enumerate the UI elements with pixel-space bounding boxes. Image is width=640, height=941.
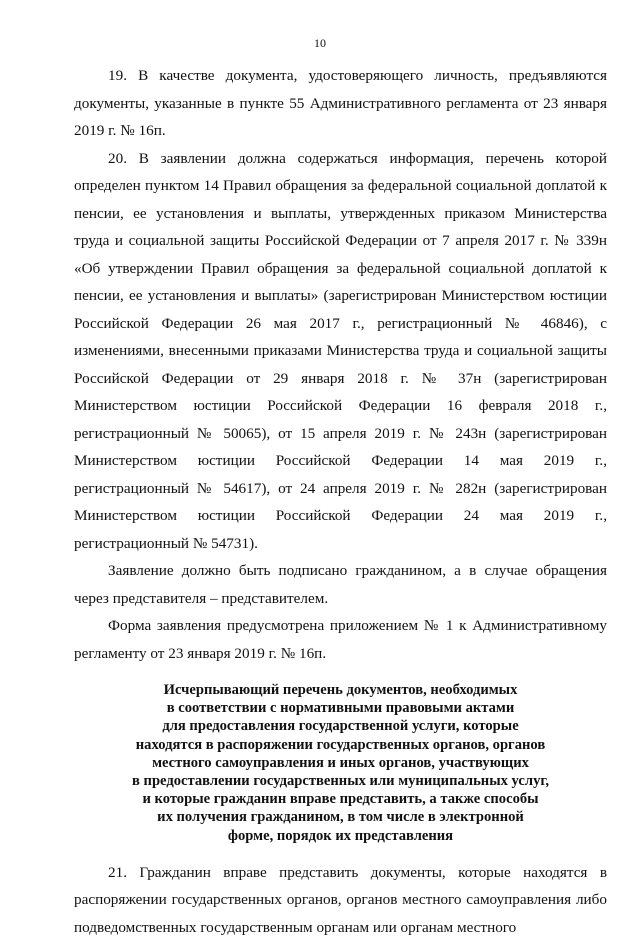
heading-line: находятся в распоряжении государственных органов, органов [135,736,546,753]
heading-line: их получения гражданином, в том числе в электронной [157,809,524,826]
paragraph-19: 19. В качестве документа, удостоверяющего личность, предъявляются документы, указанные в пункте 55 Административного регламента от 23 января 2019 г. № 16п. [74,67,607,139]
heading-line: Исчерпывающий перечень документов, необходимых [163,682,518,698]
heading-line: в предоставлении государственных или муниципальных услуг, [132,773,549,790]
heading-line: местного самоуправления и иных органов, участвующих [152,754,529,771]
paragraph-20: 20. В заявлении должна содержаться информация, перечень которой определен пунктом 14 Правил обращения за федеральной социальной доплатой к пенсии, ее установления и выплаты, утвержденных приказом Министерства труда и социальной защиты Российской Федерации от 7 апреля 2017 г. № 339н «Об утверждении Правил обращения за федеральной социальной доплатой к пенсии, ее установления и выплаты» (зарегистрирован Министерством юстиции Российской Федерации 26 мая 2017 г., регистрационный № 46846), с изменениями, внесенными приказами Министерства труда и социальной защиты Российской Федерации от 29 января 2018 г. № 37н (зарегистрирован Министерством юстиции Российской Федерации 16 февраля 2018 г., регистрационный № 50065), от 15 апреля 2019 г. № 243н (зарегистрирован Министерством юстиции Российской Федерации 14 мая 2019 г., регистрационный № 54617), от 24 апреля 2019 г. № 282н (зарегистрирован Министерством юстиции Российской Федерации 24 мая 2019 г., регистрационный № 54731). [74,149,607,552]
paragraph-21: 21. Гражданин вправе представить документы, которые находятся в распоряжении государственных органов, органов местного самоуправления либо подведомственных государственным органам или органам местного [74,863,607,936]
document-body [74,62,607,941]
paragraph-signature-requirement: Заявление должно быть подписано гражданином, а в случае обращения через представителя – представителем. [74,562,607,607]
heading-line: в соответствии с нормативными правовыми актами [166,700,515,717]
section-heading [74,681,607,845]
heading-line: и которые гражданин вправе представить, а также способы [142,791,539,808]
paragraph-application-form: Форма заявления предусмотрена приложением № 1 к Административному регламенту от 23 января 2019 г. № 16п. [74,617,607,662]
heading-line: форме, порядок их представления [227,827,454,844]
heading-line: для предоставления государственной услуги, которые [162,718,519,735]
page-number: 10 [314,36,326,50]
